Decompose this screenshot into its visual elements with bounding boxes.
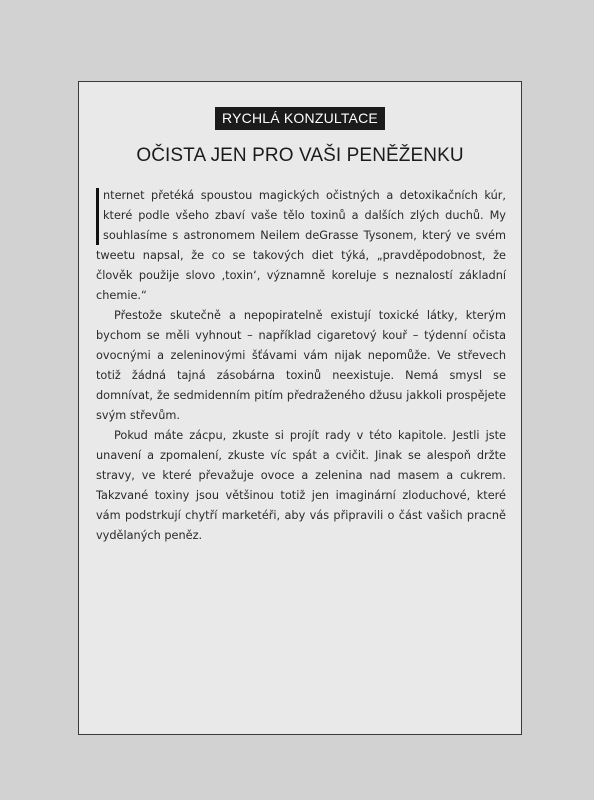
- paragraph-3: Pokud máte zácpu, zkuste si projít rady v této kapitole. Jestli jste unavení a zpomalení, zkuste víc spát a cvičit. Jinak se alespoň držte stravy, ve které převažuje ovoce a zelenina nad masem a cukrem. Takzvané toxiny jsou většinou totiž jen imaginární zloduchové, které vám podstrkují chytří marketéři, aby vás připravili o část vašich pracně vydělaných peněz.: [96, 429, 506, 542]
- sidebar-box: [78, 81, 522, 735]
- paragraph-1-text: nternet přetéká spoustou magických očistných a detoxikačních kúr, které podle všeho zbaví vaše tělo toxinů a dalších zlých duchů. My souhlasíme s astronomem Neilem deGrasse Tysonem, který ve svém tweetu napsal, že co se takových diet týká, „pravděpodobnost, že člověk použije slovo ‚toxin‘, významně koreluje s neznalostí základní chemie.“: [96, 189, 506, 302]
- box-title: OČISTA JEN PRO VAŠI PENĚŽENKU: [136, 145, 464, 166]
- paragraph-2: Přestože skutečně a nepopiratelně existují toxické látky, kterým bychom se měli vyhnout – například cigaretový kouř – týdenní očista ovocnými a zeleninovými šťávami vám nijak nepomůže. Ve střevech totiž žádná tajná zásobárna toxinů neexistuje. Nemá smysl se domnívat, že sedmidenním pitím předraženého džusu jakkoli prospějete svým střevům.: [96, 309, 506, 422]
- label-wrapper: [79, 107, 521, 130]
- section-label: RYCHLÁ KONZULTACE: [215, 107, 385, 130]
- drop-cap: [96, 188, 99, 245]
- box-content: [96, 186, 506, 546]
- paragraph-1: [96, 186, 506, 306]
